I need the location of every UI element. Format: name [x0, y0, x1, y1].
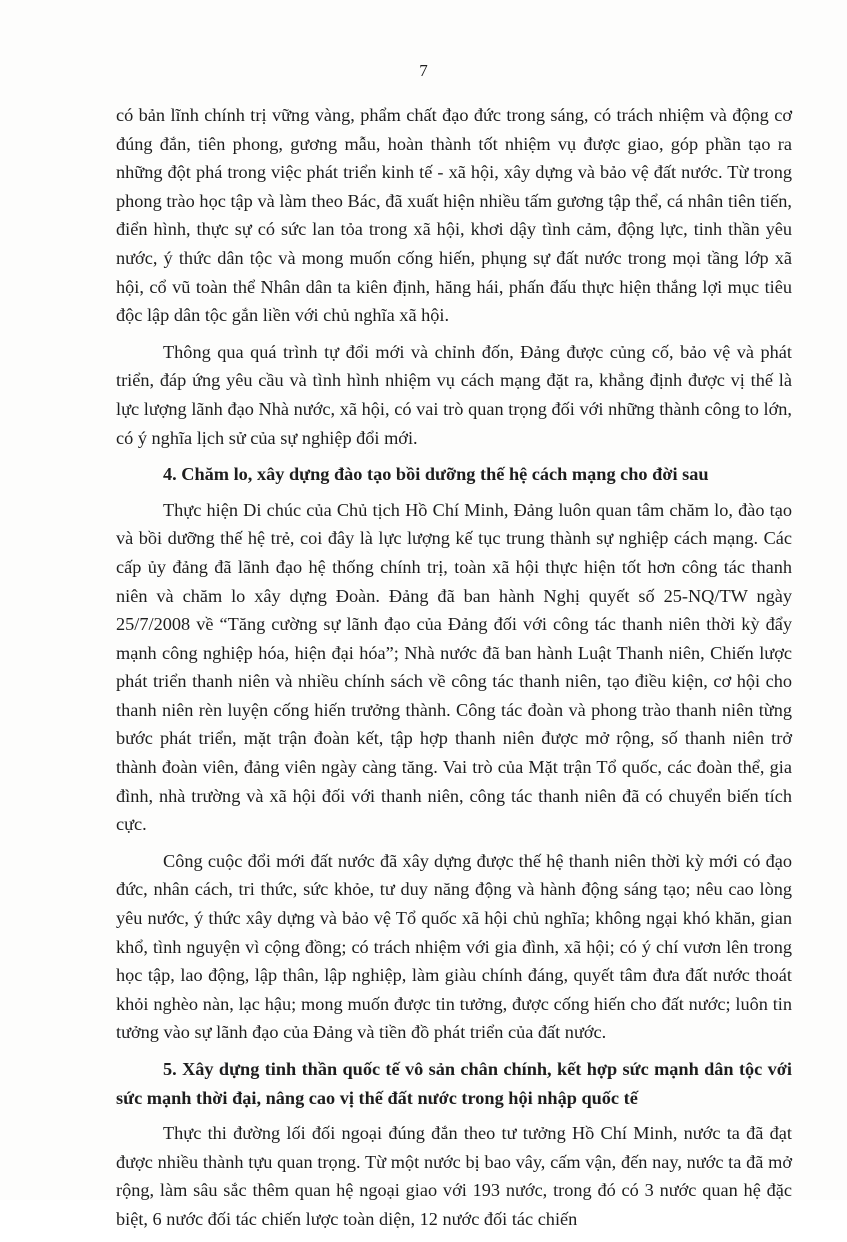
paragraph: Công cuộc đổi mới đất nước đã xây dựng được thế hệ thanh niên thời kỳ mới có đạo đức, nhân cách, tri thức, sức khỏe, tư duy năng động và hành động sáng tạo; nêu cao lòng yêu nước, ý thức xây dựng và bảo vệ Tổ quốc xã hội chủ nghĩa; không ngại khó khăn, gian khổ, tình nguyện vì cộng đồng; có trách nhiệm với gia đình, xã hội; có ý chí vươn lên trong học tập, lao động, lập thân, lập nghiệp, làm giàu chính đáng, quyết tâm đưa đất nước thoát khỏi nghèo nàn, lạc hậu; mong muốn được tin tưởng, được cống hiến cho đất nước; luôn tin tưởng vào sự lãnh đạo của Đảng và tiền đồ phát triển của đất nước.: [116, 850, 792, 1043]
section-heading-5: 5. Xây dựng tinh thần quốc tế vô sản chân chính, kết hợp sức mạnh dân tộc với sức mạnh thời đại, nâng cao vị thế đất nước trong hội nhập quốc tế: [116, 1059, 792, 1108]
section-heading-4: 4. Chăm lo, xây dựng đào tạo bồi dưỡng thế hệ cách mạng cho đời sau: [163, 464, 709, 485]
paragraph: Thực thi đường lối đối ngoại đúng đắn theo tư tưởng Hồ Chí Minh, nước ta đã đạt được nhiều thành tựu quan trọng. Từ một nước bị bao vây, cấm vận, đến nay, nước ta đã mở rộng, làm sâu sắc thêm quan hệ ngoại giao với 193 nước, trong đó có 3 nước quan hệ đặc biệt, 6 nước đối tác chiến lược toàn diện, 12 nước đối tác chiến: [116, 1123, 792, 1229]
paragraph-continued: có bản lĩnh chính trị vững vàng, phẩm chất đạo đức trong sáng, có trách nhiệm và động cơ đúng đắn, tiên phong, gương mẫu, hoàn thành tốt nhiệm vụ được giao, góp phần tạo ra những đột phá trong việc phát triển kinh tế - xã hội, xây dựng và bảo vệ đất nước. Từ trong phong trào học tập và làm theo Bác, đã xuất hiện nhiều tấm gương tập thể, cá nhân tiên tiến, điển hình, thực sự có sức lan tỏa trong xã hội, khơi dậy tình cảm, động lực, tinh thần yêu nước, ý thức dân tộc và mong muốn cống hiến, phụng sự đất nước trong mọi tầng lớp xã hội, cổ vũ toàn thể Nhân dân ta kiên định, hăng hái, phấn đấu thực hiện thắng lợi mục tiêu độc lập dân tộc gắn liền với chủ nghĩa xã hội.: [116, 105, 792, 326]
page-body: [116, 101, 792, 1242]
paragraph: Thực hiện Di chúc của Chủ tịch Hồ Chí Minh, Đảng luôn quan tâm chăm lo, đào tạo và bồi dưỡng thế hệ trẻ, coi đây là lực lượng kế tục trung thành sự nghiệp cách mạng. Các cấp ủy đảng đã lãnh đạo hệ thống chính trị, toàn xã hội thực hiện tốt hơn công tác thanh niên và chăm lo xây dựng Đoàn. Đảng đã ban hành Nghị quyết số 25-NQ/TW ngày 25/7/2008 về “Tăng cường sự lãnh đạo của Đảng đối với công tác thanh niên thời kỳ đẩy mạnh công nghiệp hóa, hiện đại hóa”; Nhà nước đã ban hành Luật Thanh niên, Chiến lược phát triển thanh niên và nhiều chính sách về công tác thanh niên, tạo điều kiện, cơ hội cho thanh niên rèn luyện cống hiến trưởng thành. Công tác đoàn và phong trào thanh niên từng bước phát triển, mặt trận đoàn kết, tập hợp thanh niên được mở rộng, số thanh niên trở thành đoàn viên, đảng viên ngày càng tăng. Vai trò của Mặt trận Tổ quốc, các đoàn thể, gia đình, nhà trường và xã hội đối với thanh niên, công tác thanh niên đã có chuyển biến tích cực.: [116, 499, 792, 835]
page-number: 7: [419, 61, 428, 80]
paragraph: Thông qua quá trình tự đổi mới và chỉnh đốn, Đảng được củng cố, bảo vệ và phát triển, đáp ứng yêu cầu và tình hình nhiệm vụ cách mạng đặt ra, khẳng định được vị thế là lực lượng lãnh đạo Nhà nước, xã hội, có vai trò quan trọng đối với những thành công to lớn, có ý nghĩa lịch sử của sự nghiệp đổi mới.: [116, 341, 792, 448]
